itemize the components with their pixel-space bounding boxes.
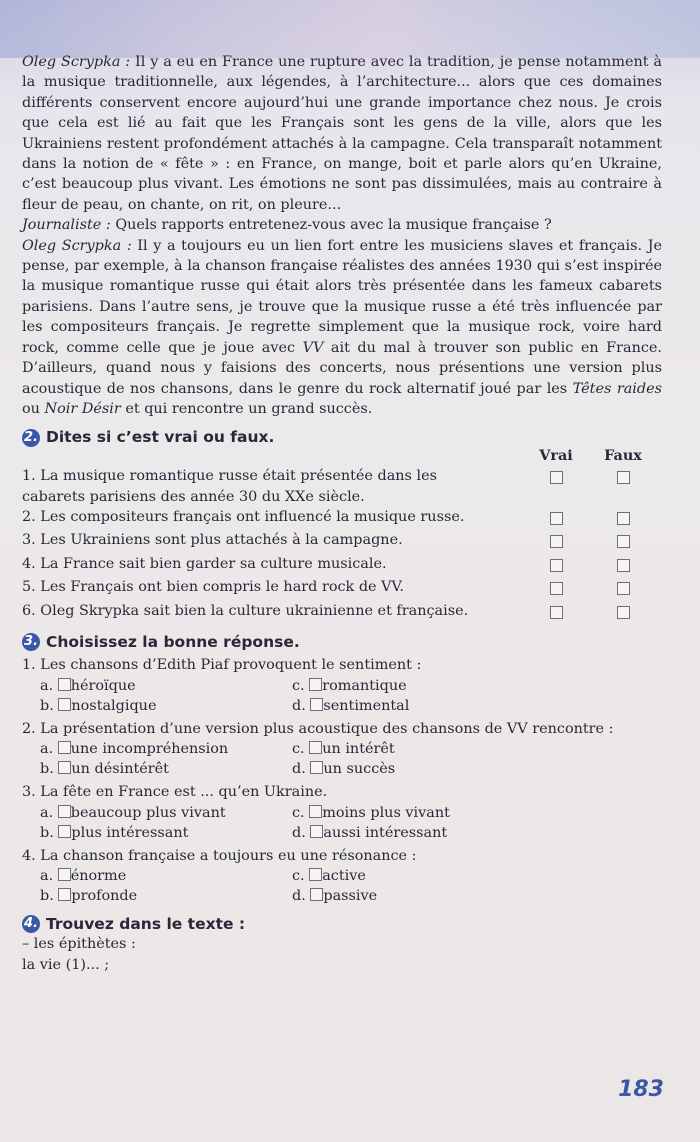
exercise-number-badge: 3. — [22, 633, 40, 651]
option-a: a. une incompréhension — [40, 741, 229, 758]
option-c: c. moins plus vivant — [292, 804, 450, 821]
exercise-3-heading — [22, 632, 662, 652]
paragraph-2: Journaliste : Quels rapports entretenez-vous avec la musique française ? — [22, 217, 552, 234]
option-checkbox[interactable] — [310, 698, 323, 711]
option-checkbox[interactable] — [58, 825, 71, 838]
statement-row: 4. La France sait bien garder sa culture musicale. — [22, 554, 662, 577]
option-a: a. beaucoup plus vivant — [40, 804, 226, 821]
option-c: c. un intérêt — [292, 741, 395, 758]
option-checkbox[interactable] — [309, 678, 322, 691]
option-d: d. un succès — [292, 761, 396, 778]
faux-checkbox[interactable] — [617, 535, 630, 548]
exercise-title: Trouvez dans le texte : — [46, 915, 246, 933]
vrai-checkbox[interactable] — [550, 582, 563, 595]
statement-row: 2. Les compositeurs français ont influencé la musique russe. — [22, 507, 662, 530]
vrai-checkbox[interactable] — [550, 606, 563, 619]
statement-row: 1. La musique romantique russe était présentée dans les cabarets parisiens des année 30 du XXe siècle. — [22, 466, 662, 507]
col-vrai: Vrai — [539, 446, 573, 464]
exercise-number-badge: 4. — [22, 915, 40, 933]
option-a: a. énorme — [40, 868, 127, 884]
exercise-4-line-1: – les épithètes : — [22, 936, 136, 953]
faux-checkbox[interactable] — [617, 582, 630, 595]
vrai-checkbox[interactable] — [550, 559, 563, 572]
option-checkbox[interactable] — [310, 825, 323, 838]
page-content — [22, 52, 662, 975]
option-checkbox[interactable] — [58, 741, 71, 754]
answer-options — [40, 739, 662, 779]
option-checkbox[interactable] — [309, 868, 322, 881]
option-d: d. aussi intéressant — [292, 824, 448, 841]
page-number: 183 — [618, 1077, 664, 1102]
exercise-title: Dites si c’est vrai ou faux. — [46, 428, 275, 447]
statement-row: 3. Les Ukrainiens sont plus attachés à la campagne. — [22, 530, 662, 553]
answer-options — [40, 866, 662, 906]
question-4 — [22, 846, 662, 906]
option-checkbox[interactable] — [58, 868, 71, 881]
exercise-number-badge: 2. — [22, 429, 40, 447]
option-checkbox[interactable] — [310, 888, 323, 901]
paragraph-3: Oleg Scrypka : Il y a toujours eu un lien fort entre les musiciens slaves et français. Je pense, par exemple, à la chanson française réalistes des années 1930 qui s’est inspirée la musique romantique russe qui était alors très présentée dans les fameux cabarets parisiens. Dans l’autre sens, je trouve que la musique russe a été très influencée par les compositeurs français. Je regrette simplement que la musique rock, voire hard rock, comme celle que je joue avec VV ait du mal à trouver son public en France. D’ailleurs, quand nous y faisions des concerts, nous présentions une version plus acoustique de nos chansons, dans le genre du rock alternatif joué par les Têtes raides ou Noir Désir et qui rencontre un grand succès. — [22, 237, 662, 417]
faux-checkbox[interactable] — [617, 606, 630, 619]
exercise-2-heading — [22, 427, 662, 447]
faux-checkbox[interactable] — [617, 512, 630, 525]
vrai-checkbox[interactable] — [550, 471, 563, 484]
question-3 — [22, 782, 662, 842]
option-checkbox[interactable] — [310, 761, 323, 774]
paragraph-1: Oleg Scrypka : Il y a eu en France une rupture avec la tradition, je pense notamment à la musique traditionnelle, aux légendes, à l’architecture... alors que ces domaines différents conservent encore aujourd’hui une grande importance chez nous. Je crois que cela est lié au fait que les Français sont les gens de la ville, alors que les Ukrainiens restent profondément attachés à la campagne. Cela transparaît notamment dans la notion de « fête » : en France, on mange, boit et parle alors qu’en Ukraine, c’est beaucoup plus vivant. Les émotions ne sont pas dissimulées, mais au contraire à fleur de peau, on chante, on rit, on pleure... — [22, 54, 662, 213]
speaker-label: Oleg Scrypka : — [22, 237, 132, 254]
option-a: a. héroïque — [40, 677, 136, 694]
option-checkbox[interactable] — [309, 805, 322, 818]
top-color-band — [0, 0, 700, 58]
speaker-label: Oleg Scrypka : — [22, 54, 131, 70]
option-checkbox[interactable] — [58, 761, 71, 774]
answer-options — [40, 676, 662, 716]
option-checkbox[interactable] — [309, 741, 322, 754]
question-1 — [22, 655, 662, 715]
statement-row: 5. Les Français ont bien compris le hard rock de VV. — [22, 577, 662, 600]
vrai-checkbox[interactable] — [550, 512, 563, 525]
option-checkbox[interactable] — [58, 678, 71, 691]
option-d: d. passive — [292, 888, 378, 904]
option-c: c. romantique — [292, 677, 407, 694]
true-false-header — [22, 446, 662, 466]
faux-checkbox[interactable] — [617, 559, 630, 572]
exercise-4-line-2: la vie (1)... ; — [22, 956, 110, 973]
option-b: b. un désintérêt — [40, 761, 169, 778]
question-2 — [22, 719, 662, 779]
question-text: 2. La présentation d’une version plus acoustique des chansons de VV rencontre : — [22, 720, 614, 737]
option-b: b. profonde — [40, 888, 138, 904]
answer-options — [40, 803, 662, 843]
faux-checkbox[interactable] — [617, 471, 630, 484]
exercise-4-heading — [22, 914, 662, 934]
statement-row: 6. Oleg Skrypka sait bien la culture ukrainienne et française. — [22, 601, 662, 624]
question-text: 4. La chanson française a toujours eu une résonance : — [22, 847, 417, 864]
option-checkbox[interactable] — [58, 805, 71, 818]
option-b: b. plus intéressant — [40, 824, 189, 841]
option-b: b. nostalgique — [40, 697, 157, 714]
option-c: c. active — [292, 868, 366, 884]
question-text: 3. La fête en France est ... qu’en Ukraine. — [22, 784, 328, 801]
option-checkbox[interactable] — [58, 888, 71, 901]
exercise-title: Choisissez la bonne réponse. — [46, 632, 300, 651]
question-text: 1. Les chansons d’Edith Piaf provoquent le sentiment : — [22, 657, 422, 674]
vrai-checkbox[interactable] — [550, 535, 563, 548]
option-d: d. sentimental — [292, 697, 410, 714]
speaker-label: Journaliste : — [22, 217, 111, 234]
true-false-list — [22, 466, 662, 624]
option-checkbox[interactable] — [58, 698, 71, 711]
interview-text — [22, 52, 662, 419]
col-faux: Faux — [604, 446, 642, 464]
